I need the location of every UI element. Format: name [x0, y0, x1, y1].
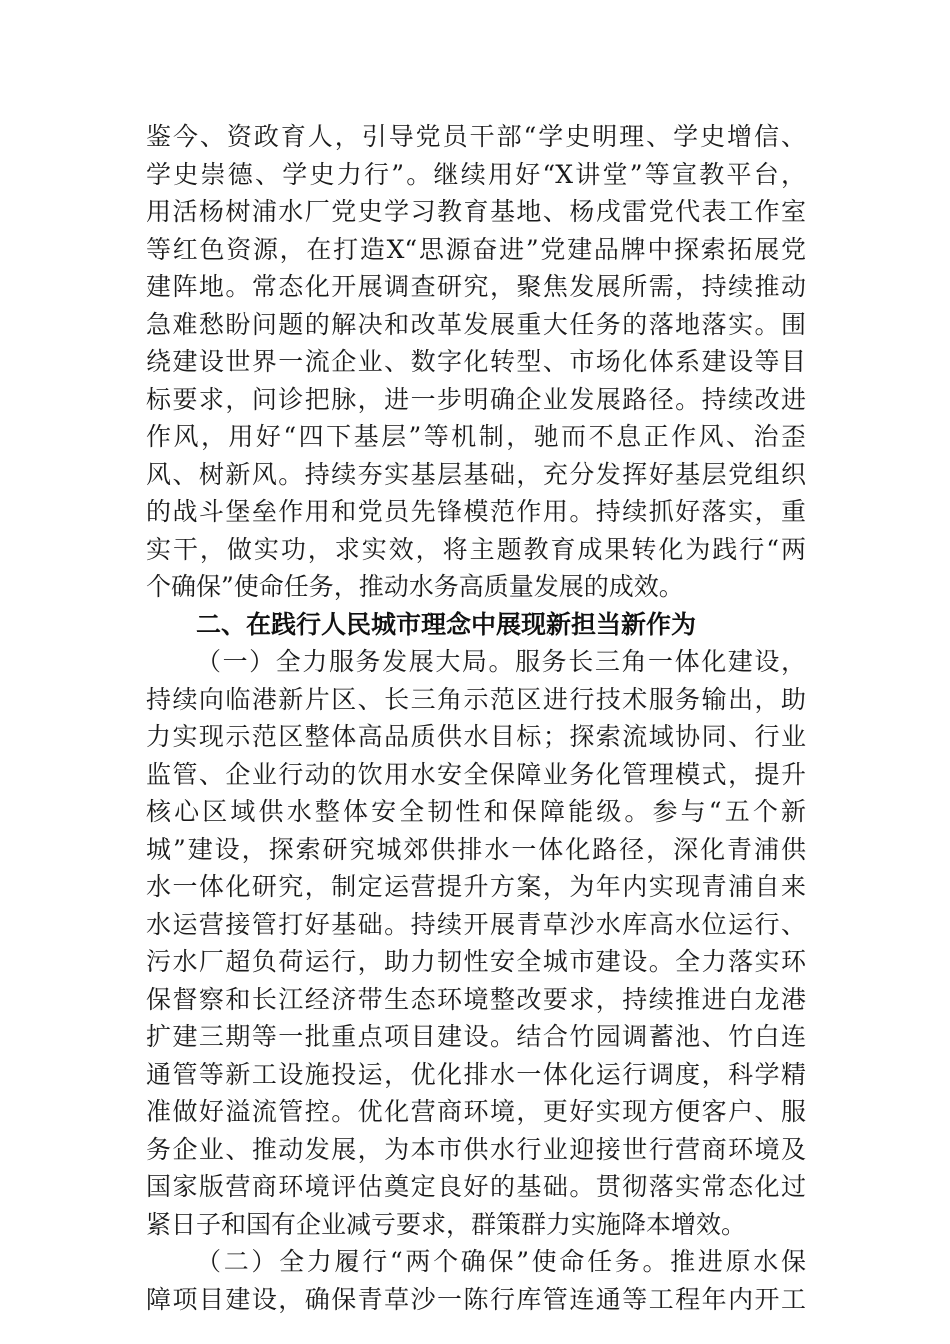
section-heading: 二、在践行人民城市理念中展现新担当新作为 [196, 609, 697, 639]
text-line: 通管等新工设施投运，优化排水一体化运行调度，科学精 [146, 1059, 806, 1089]
text-line: 水运营接管打好基础。持续开展青草沙水库高水位运行、 [146, 909, 806, 939]
text-line: 实干，做实功，求实效，将主题教育成果转化为践行“两 [146, 534, 806, 564]
text-line: 保督察和长江经济带生态环境整改要求，持续推进白龙港 [146, 984, 806, 1014]
text-line: 障项目建设，确保青草沙一陈行库管连通等工程年内开工 [146, 1284, 806, 1314]
text-line: 的战斗堡垒作用和党员先锋模范作用。持续抓好落实，重 [146, 497, 806, 526]
text-line: （二）全力履行“两个确保”使命任务。推进原水保 [196, 1247, 806, 1276]
text-line: 个确保”使命任务，推动水务高质量发展的成效。 [146, 572, 684, 601]
text-line: 务企业、推动发展，为本市供水行业迎接世行营商环境及 [146, 1134, 806, 1164]
text-line: （一）全力服务发展大局。服务长三角一体化建设， [196, 647, 806, 676]
text-line: 作风，用好“四下基层”等机制，驰而不息正作风、治歪 [146, 422, 806, 451]
text-line: 学史崇德、学史力行”。继续用好“X讲堂”等宣教平台， [146, 159, 806, 189]
text-line: 鉴今、资政育人，引导党员干部“学史明理、学史增信、 [146, 122, 806, 151]
text-line: 水一体化研究，制定运营提升方案，为年内实现青浦自来 [146, 872, 806, 901]
text-line: 污水厂超负荷运行，助力韧性安全城市建设。全力落实环 [146, 947, 806, 976]
text-line: 绕建设世界一流企业、数字化转型、市场化体系建设等目 [146, 347, 806, 376]
text-line: 标要求，问诊把脉，进一步明确企业发展路径。持续改进 [146, 384, 806, 414]
text-line: 等红色资源，在打造X“思源奋进”党建品牌中探索拓展党 [146, 234, 806, 264]
text-line: 核心区域供水整体安全韧性和保障能级。参与“五个新 [146, 797, 806, 826]
text-line: 准做好溢流管控。优化营商环境，更好实现方便客户、服 [146, 1097, 806, 1126]
text-line: 国家版营商环境评估奠定良好的基础。贯彻落实常态化过 [146, 1172, 806, 1201]
document-body [146, 118, 806, 1318]
text-line: 建阵地。常态化开展调查研究，聚焦发展所需，持续推动 [146, 272, 806, 301]
text-line: 监管、企业行动的饮用水安全保障业务化管理模式，提升 [146, 759, 806, 789]
text-line: 扩建三期等一批重点项目建设。结合竹园调蓄池、竹白连 [146, 1022, 806, 1051]
text-line: 持续向临港新片区、长三角示范区进行技术服务输出，助 [146, 684, 806, 714]
text-line: 用活杨树浦水厂党史学习教育基地、杨戌雷党代表工作室 [146, 197, 806, 226]
text-line: 力实现示范区整体高品质供水目标；探索流域协同、行业 [146, 722, 806, 751]
text-line: 急难愁盼问题的解决和改革发展重大任务的落地落实。围 [146, 309, 806, 339]
text-line: 风、树新风。持续夯实基层基础，充分发挥好基层党组织 [146, 459, 806, 489]
text-line: 城”建设，探索研究城郊供排水一体化路径，深化青浦供 [146, 834, 806, 864]
text-line: 紧日子和国有企业减亏要求，群策群力实施降本增效。 [146, 1209, 747, 1239]
